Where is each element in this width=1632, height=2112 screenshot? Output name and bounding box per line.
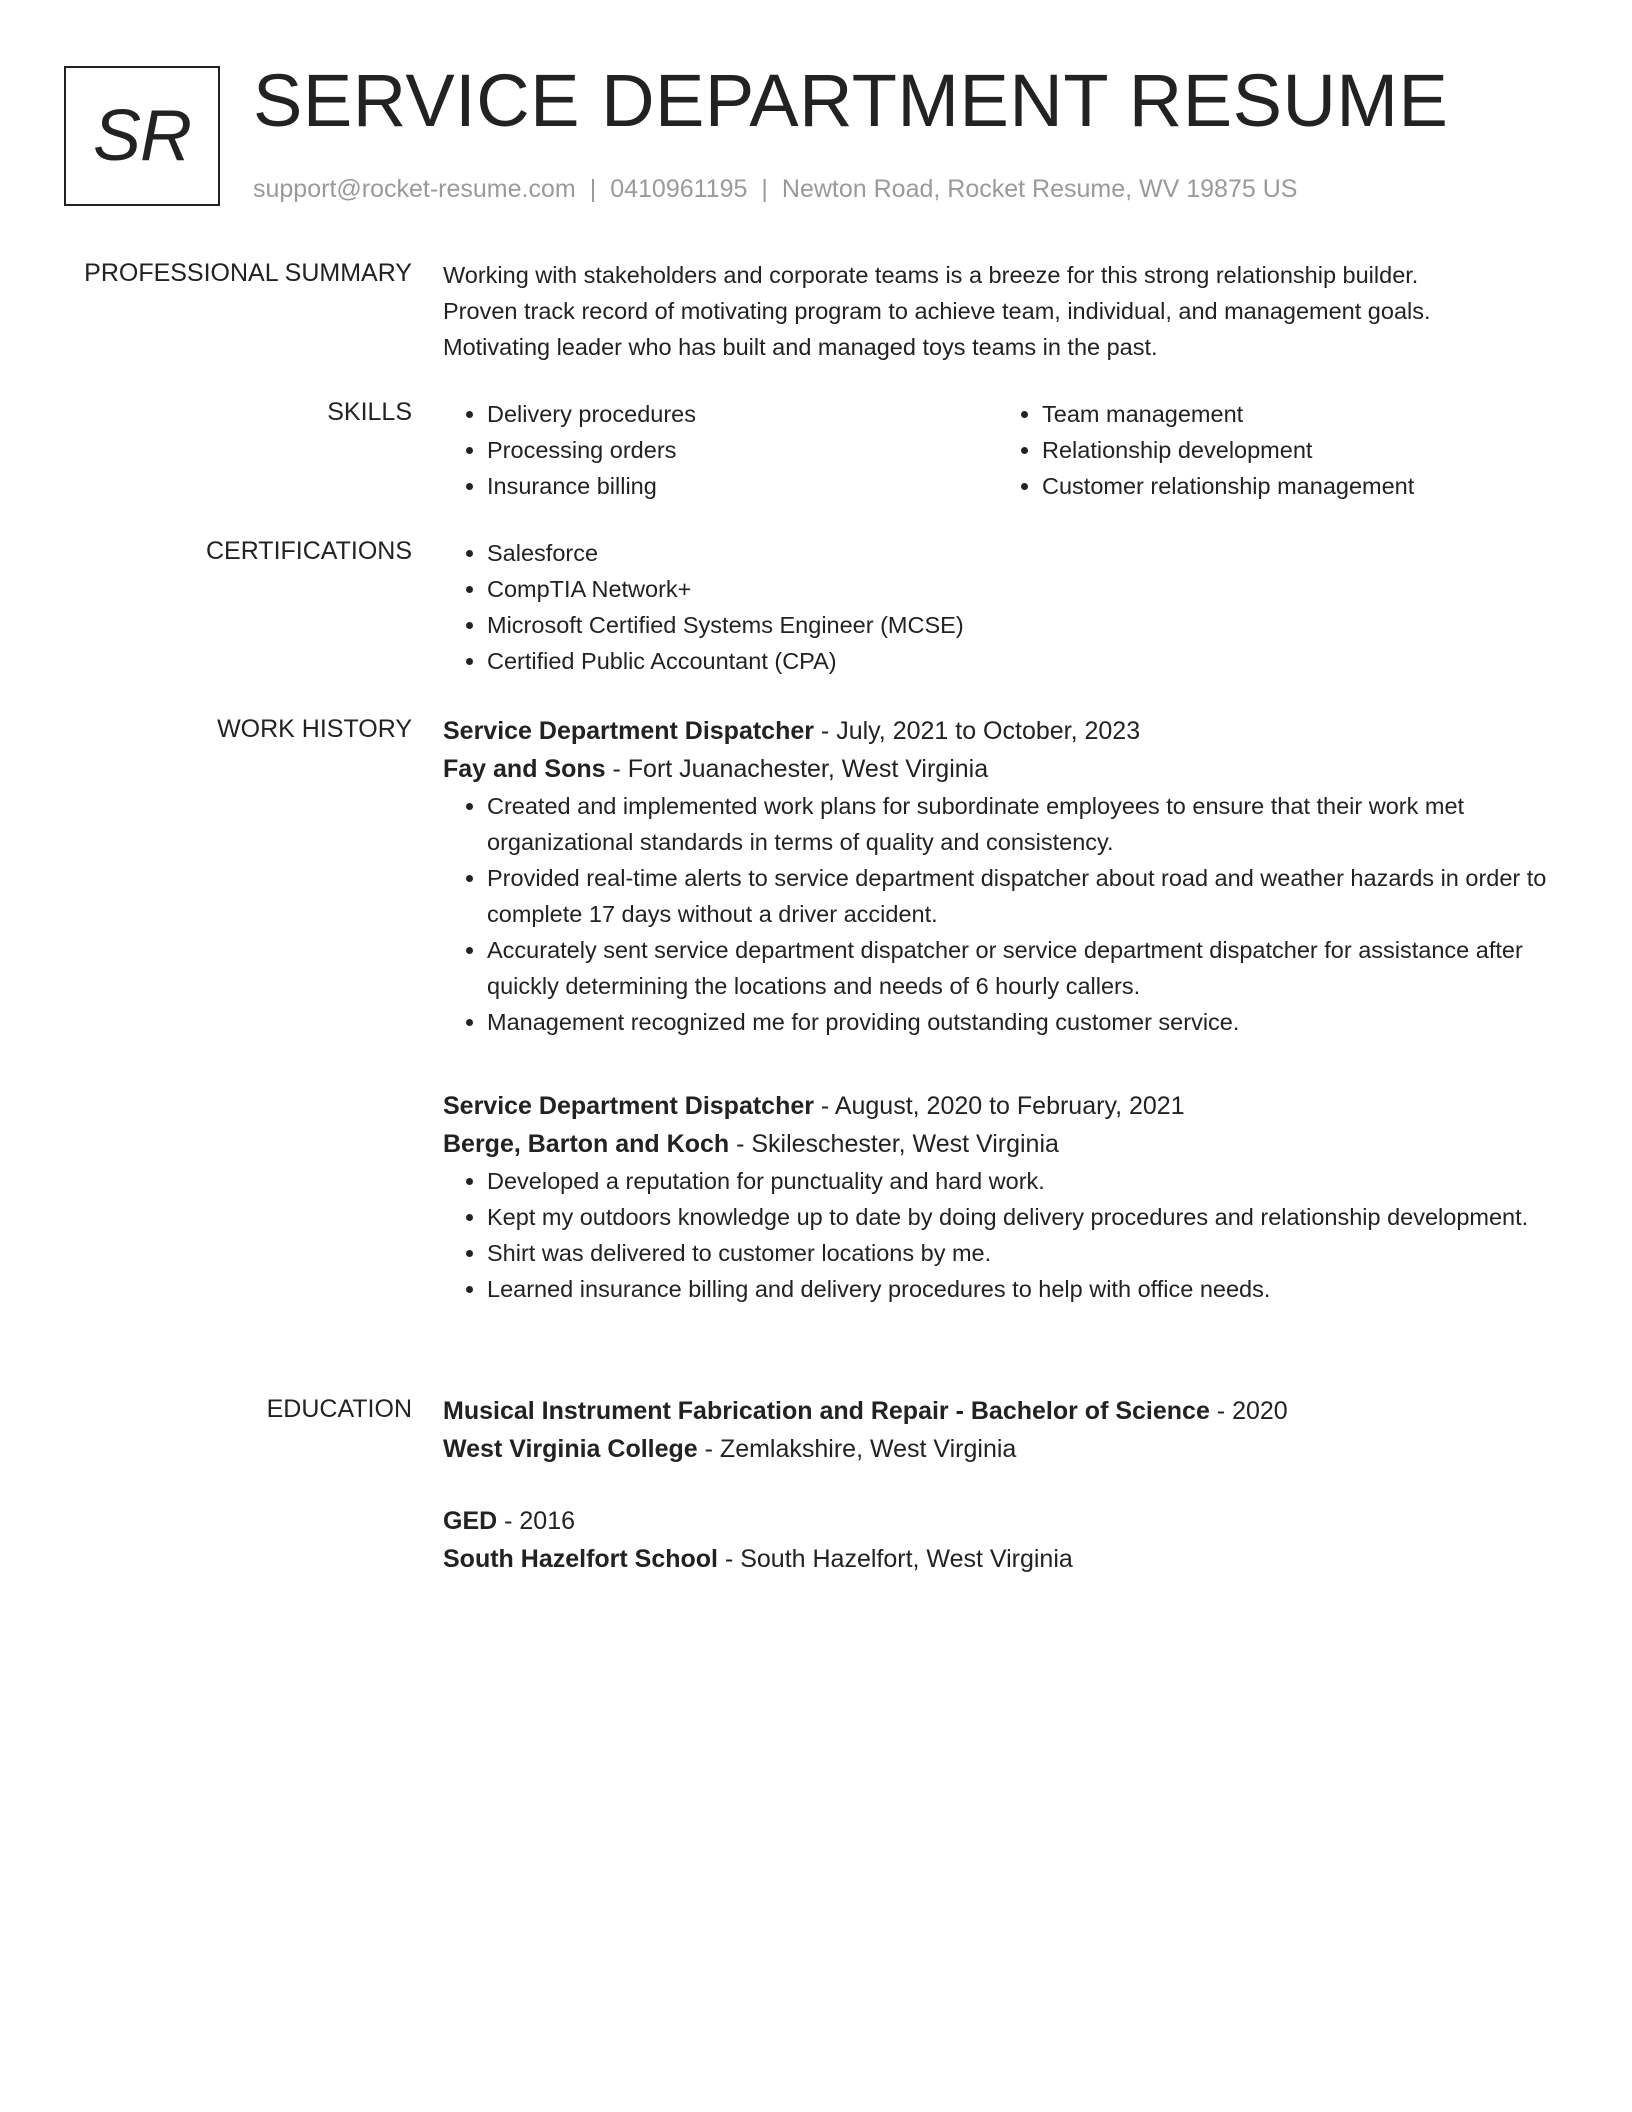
certifications-bullets <box>443 535 1553 679</box>
job-bullet: • Management recognized me for providing outstanding customer service. <box>487 1004 1553 1040</box>
certification-item: • Certified Public Accountant (CPA) <box>487 643 1553 679</box>
job-entry <box>443 712 1553 1040</box>
job-bullets <box>443 788 1553 1040</box>
contact-line <box>253 172 1297 206</box>
education-school-line <box>443 1540 1553 1578</box>
contact-phone[interactable]: 0410961195 <box>610 175 748 203</box>
job-bullet: • Kept my outdoors knowledge up to date by doing delivery procedures and relationship development. <box>487 1199 1553 1235</box>
job-dates: - July, 2021 to October, 2023 <box>813 717 1141 745</box>
certification-item: • CompTIA Network+ <box>487 571 1553 607</box>
education-degree-line <box>443 1502 1553 1540</box>
section-label-skills: SKILLS <box>327 398 412 426</box>
section-label-summary: PROFESSIONAL SUMMARY <box>84 259 412 287</box>
job-bullet: • Accurately sent service department dispatcher or service department dispatcher for assistance after quickly determining the locations and needs of 6 hourly callers. <box>487 932 1553 1004</box>
job-location: - Skileschester, West Virginia <box>729 1130 1059 1158</box>
job-bullet: • Learned insurance billing and delivery procedures to help with office needs. <box>487 1271 1553 1307</box>
skill-item: • Processing orders <box>487 432 998 468</box>
summary-line: Motivating leader who has built and managed toys teams in the past. <box>443 334 1158 360</box>
contact-email[interactable]: support@rocket-resume.com <box>253 175 576 203</box>
skills-column-1 <box>443 396 998 504</box>
job-title: Service Department Dispatcher <box>443 717 814 745</box>
job-company-line <box>443 750 1553 788</box>
resume-title: SERVICE DEPARTMENT RESUME <box>253 59 1449 142</box>
section-label-certifications: CERTIFICATIONS <box>205 537 412 565</box>
skill-item: • Insurance billing <box>487 468 998 504</box>
education-location: - Zemlakshire, West Virginia <box>697 1435 1017 1463</box>
skills-list <box>443 396 1553 504</box>
skill-item: • Customer relationship management <box>1042 468 1553 504</box>
certifications-list <box>443 535 1553 679</box>
job-title-line <box>443 1087 1553 1125</box>
job-title: Service Department Dispatcher <box>443 1092 814 1120</box>
section-label-education: EDUCATION <box>266 1395 412 1423</box>
education-school-line <box>443 1430 1553 1468</box>
education-entry <box>443 1502 1553 1578</box>
certification-item: • Salesforce <box>487 535 1553 571</box>
education-year: - 2016 <box>497 1507 576 1535</box>
certification-item: • Microsoft Certified Systems Engineer (MCSE) <box>487 607 1553 643</box>
summary-text <box>443 257 1553 365</box>
education-school: South Hazelfort School <box>443 1545 718 1573</box>
job-bullet: • Developed a reputation for punctuality and hard work. <box>487 1163 1553 1199</box>
section-label-work-history: WORK HISTORY <box>217 715 412 743</box>
monogram-initials: SR <box>92 96 192 176</box>
skill-item: • Team management <box>1042 396 1553 432</box>
education-degree-line <box>443 1392 1553 1430</box>
education-entry <box>443 1392 1553 1468</box>
contact-address: Newton Road, Rocket Resume, WV 19875 US <box>781 175 1298 203</box>
skill-item: • Relationship development <box>1042 432 1553 468</box>
skills-column-2 <box>998 396 1553 504</box>
skill-item: • Delivery procedures <box>487 396 998 432</box>
education-location: - South Hazelfort, West Virginia <box>718 1545 1073 1573</box>
job-location: - Fort Juanachester, West Virginia <box>605 755 989 783</box>
monogram-box <box>64 66 220 206</box>
job-company: Berge, Barton and Koch <box>443 1130 730 1158</box>
job-company-line <box>443 1125 1553 1163</box>
education-school: West Virginia College <box>443 1435 698 1463</box>
contact-separator: | <box>761 175 768 203</box>
job-bullet: • Provided real-time alerts to service department dispatcher about road and weather hazards in order to complete 17 days without a driver accident. <box>487 860 1553 932</box>
summary-line: Working with stakeholders and corporate teams is a breeze for this strong relationship builder. <box>443 262 1419 288</box>
job-dates: - August, 2020 to February, 2021 <box>813 1092 1185 1120</box>
job-entry <box>443 1087 1553 1307</box>
education-degree: GED <box>443 1507 498 1535</box>
summary-line: Proven track record of motivating program to achieve team, individual, and management goals. <box>443 298 1431 324</box>
job-bullets <box>443 1163 1553 1307</box>
job-bullet: • Shirt was delivered to customer locations by me. <box>487 1235 1553 1271</box>
education-year: - 2020 <box>1209 1397 1288 1425</box>
job-company: Fay and Sons <box>443 755 606 783</box>
job-bullet: • Created and implemented work plans for subordinate employees to ensure that their work met organizational standards in terms of quality and consistency. <box>487 788 1553 860</box>
contact-separator: | <box>589 175 597 203</box>
education-degree: Musical Instrument Fabrication and Repair - Bachelor of Science <box>443 1397 1210 1425</box>
job-title-line <box>443 712 1553 750</box>
